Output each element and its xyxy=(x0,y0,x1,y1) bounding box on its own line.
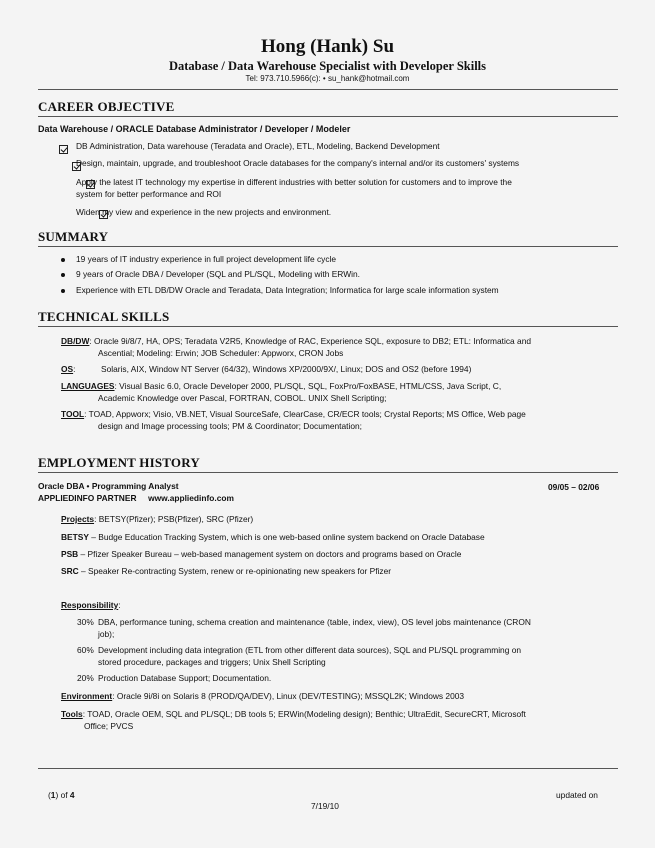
resp-percent: 60% xyxy=(77,645,94,655)
bullet-icon xyxy=(61,273,65,277)
skill-label: TOOL xyxy=(61,409,85,419)
resp-text-continued: stored procedure, packages and triggers; Unix Shell Scripting xyxy=(98,657,326,667)
company-line xyxy=(38,493,234,503)
skill-label: DB/DW xyxy=(61,336,90,346)
environment-value: : Oracle 9i/8i on Solaris 8 (PROD/QA/DEV), Linux (DEV/TESTING); MSSQL2K; Windows 2003 xyxy=(112,691,465,701)
section-divider xyxy=(38,116,618,117)
candidate-headline: Database / Data Warehouse Specialist with Developer Skills xyxy=(168,59,487,73)
environment-label: Environment xyxy=(61,691,113,701)
tools-label: Tools xyxy=(61,709,83,719)
summary-item: 9 years of Oracle DBA / Developer (SQL and PL/SQL, Modeling with ERWin. xyxy=(76,269,360,279)
candidate-name: Hong (Hank) Su xyxy=(260,36,395,57)
skill-label: OS xyxy=(61,364,74,374)
summary-item: 19 years of IT industry experience in full project development life cycle xyxy=(76,254,337,264)
company-name: APPLIEDINFO PARTNER xyxy=(38,493,137,503)
skill-value-continued: Academic Knowledge over Pascal, FORTRAN, COBOL. UNIX Shell Scripting; xyxy=(98,393,387,403)
skill-value-continued: design and Image processing tools; PM & Coordinator; Documentation; xyxy=(98,421,362,431)
objective-item: DB Administration, Data warehouse (Teradata and Oracle), ETL, Modeling, Backend Development xyxy=(76,141,440,151)
projects-line xyxy=(61,514,253,524)
tools-line xyxy=(61,709,526,719)
job-dates: 09/05 – 02/06 xyxy=(548,482,600,492)
resp-text: Development including data integration (ETL from other different data sources), SQL and PL/SQL programming on xyxy=(98,645,522,655)
project-item: BETSY – Budge Education Tracking System, which is one web-based online system backend on Oracle Database xyxy=(61,532,485,542)
company-website: www.appliedinfo.com xyxy=(148,493,234,503)
skill-row-tool: TOOL: TOAD, Appworx; Visio, VB.NET, Visual SourceSafe, ClearCase, CR/ECR tools; Crystal Reports; MS Office, Web page xyxy=(61,409,526,419)
page-indicator: (1) of 4 xyxy=(48,790,75,800)
resp-text: Production Database Support; Documentation. xyxy=(98,673,272,683)
objective-item: Apply the latest IT technology my expertise in different industries with better solution for customers and to improve the xyxy=(76,177,512,187)
bullet-icon xyxy=(61,289,65,293)
project-item: SRC – Speaker Re-contracting System, renew or re-opinionating new speakers for Pfizer xyxy=(61,566,392,576)
tools-value: : TOAD, Oracle OEM, SQL and PL/SQL; DB tools 5; ERWin(Modeling design); Benthic; UltraEdit, SecureCRT, Microsoft xyxy=(82,709,526,719)
section-heading-summary: SUMMARY xyxy=(38,229,109,244)
footer-divider xyxy=(38,768,618,769)
contact-info: Tel: 973.710.5966(c): • su_hank@hotmail.com xyxy=(245,74,410,83)
skill-value: Visual Basic 6.0, Oracle Developer 2000, PL/SQL, SQL, FoxPro/FoxBASE, HTML/CSS, Java Script, C, xyxy=(116,381,502,391)
skill-value: Solaris, AIX, Window NT Server (64/32), Windows XP/2000/9X/, Linux; DOS and OS2 (before 1994) xyxy=(101,364,472,374)
summary-item: Experience with ETL DB/DW Oracle and Teradata, Data Integration; Informatica for large scale information system xyxy=(76,285,499,295)
objective-item-continued: system for better performance and ROI xyxy=(76,189,222,199)
resp-percent: 20% xyxy=(77,673,94,683)
section-heading-career-objective: CAREER OBJECTIVE xyxy=(38,99,175,114)
resp-text-continued: job); xyxy=(98,629,115,639)
skill-value: TOAD, Appworx; Visio, VB.NET, Visual SourceSafe, ClearCase, CR/ECR tools; Crystal Reports; MS Office, Web page xyxy=(86,409,526,419)
skill-value: Oracle 9i/8/7, HA, OPS; Teradata V2R5, Knowledge of RAC, Experience SQL, exposure to DB2; ETL: Informatica and xyxy=(91,336,532,346)
resp-text: DBA, performance tuning, schema creation and maintenance (table, index, view), OS level jobs maintenance (CRON xyxy=(98,617,531,627)
project-item: PSB – Pfizer Speaker Bureau – web-based management system on doctors and programs based on Oracle xyxy=(61,549,462,559)
skill-value-continued: Ascential; Modeling: Erwin; JOB Scheduler: Appworx, CRON Jobs xyxy=(98,348,344,358)
objective-role-line: Data Warehouse / ORACLE Database Administrator / Developer / Modeler xyxy=(38,124,351,134)
skill-row-os: OS: xyxy=(61,364,76,374)
objective-item: Design, maintain, upgrade, and troubleshoot Oracle databases for the company's internal and/or its customers' systems xyxy=(76,158,520,168)
updated-label: updated on xyxy=(556,790,598,800)
environment-line xyxy=(61,691,464,701)
tools-value-continued: Office; PVCS xyxy=(84,721,134,731)
resp-percent: 30% xyxy=(77,617,94,627)
skill-label: LANGUAGES xyxy=(61,381,115,391)
header-divider xyxy=(38,89,618,90)
objective-item: Widen my view and experience in the new projects and environment. xyxy=(76,207,332,217)
section-divider xyxy=(38,472,618,473)
skill-row-languages: LANGUAGES: Visual Basic 6.0, Oracle Developer 2000, PL/SQL, SQL, FoxPro/FoxBASE, HTML/CSS, Java Script, C, xyxy=(61,381,502,391)
updated-date: 7/19/10 xyxy=(311,801,339,811)
section-heading-technical-skills: TECHNICAL SKILLS xyxy=(38,309,170,324)
projects-label: Projects xyxy=(61,514,95,524)
checkbox-icon xyxy=(59,145,68,154)
page-total: 4 xyxy=(69,790,75,800)
section-divider xyxy=(38,246,618,247)
bullet-icon xyxy=(61,258,65,262)
projects-value: : BETSY(Pfizer); PSB(Pfizer), SRC (Pfizer) xyxy=(94,514,254,524)
page-number: 1 xyxy=(50,790,56,800)
skill-row-db-dw: DB/DW: Oracle 9i/8/7, HA, OPS; Teradata V2R5, Knowledge of RAC, Experience SQL, exposure to DB2; ETL: Informatica and xyxy=(61,336,532,346)
section-heading-employment-history: EMPLOYMENT HISTORY xyxy=(38,455,200,470)
section-divider xyxy=(38,326,618,327)
responsibility-heading: Responsibility: xyxy=(61,600,121,610)
job-title: Oracle DBA • Programming Analyst xyxy=(38,481,179,491)
